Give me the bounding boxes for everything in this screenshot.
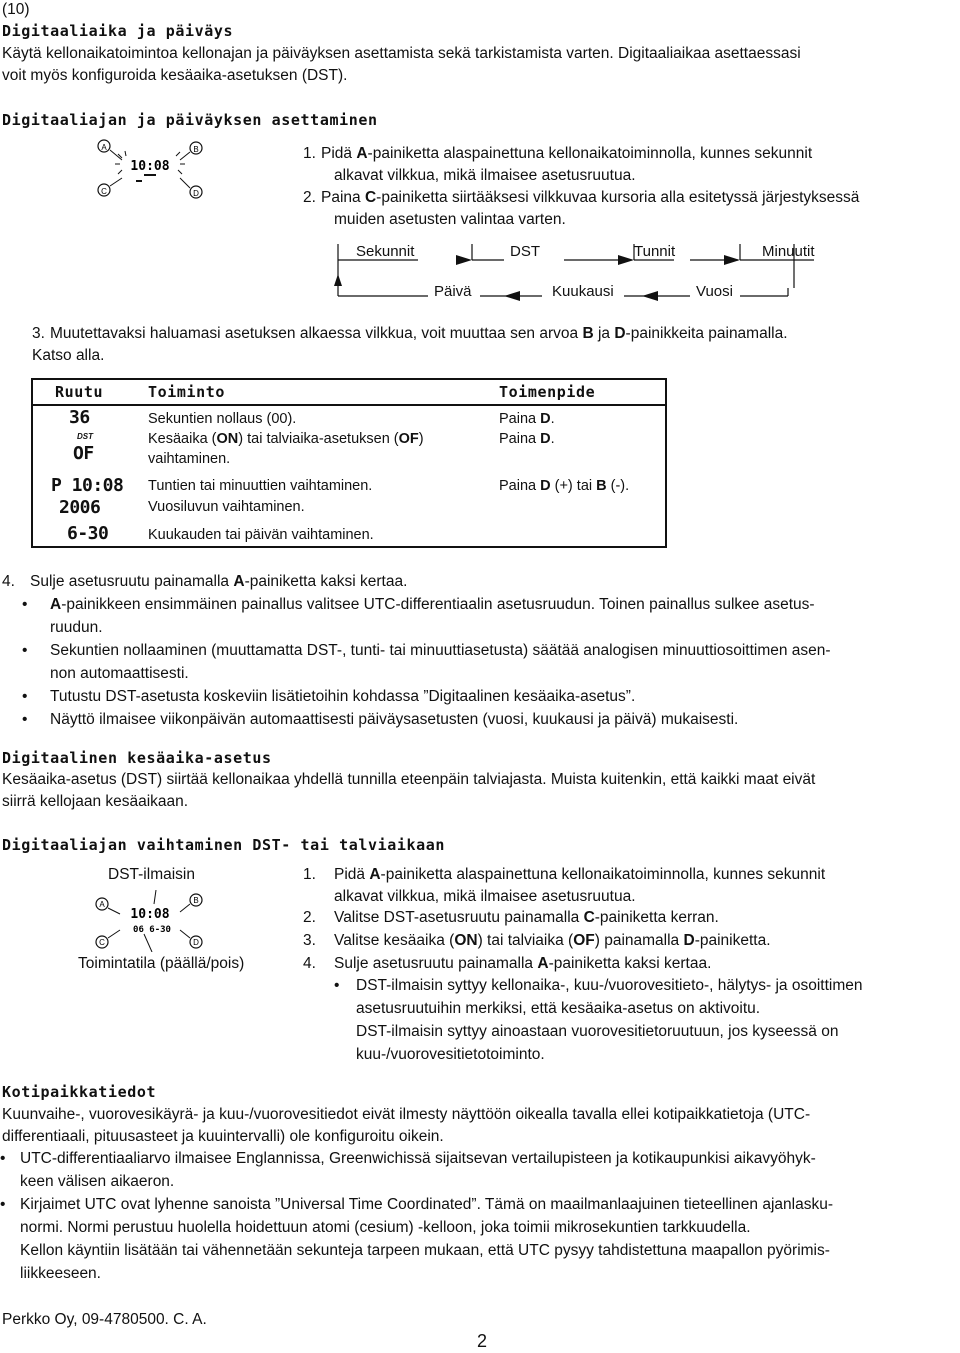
procedure-text: (+) tai	[550, 478, 597, 494]
mode-label: Toimintatila (päällä/pois)	[78, 955, 245, 972]
bullet-text: Tutustu DST-asetusta koskeviin lisätietoihin kohdassa ”Digitaalinen kesäaika-asetus”.	[50, 688, 636, 705]
button-key: A	[233, 573, 245, 590]
table-row	[148, 409, 296, 430]
step-text: -painiketta kerran.	[594, 909, 719, 926]
procedure-text: Paina	[499, 431, 541, 447]
dst-bullet	[334, 974, 934, 1066]
step-text: Sulje asetusruutu painamalla	[334, 955, 538, 972]
button-key: D	[614, 325, 626, 342]
button-key: C	[583, 909, 595, 926]
screen-seconds: 36	[69, 407, 90, 428]
svg-text:B: B	[193, 896, 199, 905]
procedure-key: B	[596, 478, 607, 494]
step-number: 1.	[303, 866, 316, 883]
procedure-text: (-).	[606, 478, 630, 494]
bullet-text: asetusruutuihin merkiksi, että kesäaika-asetus on aktivoitu.	[356, 1000, 761, 1017]
screen-date: 6-30	[67, 523, 109, 544]
row-function: Sekuntien nollaus (00).	[148, 411, 297, 427]
row-function-key: OF	[398, 431, 419, 447]
flow-minutes: Minuutit	[762, 243, 815, 260]
step-text: -painiketta kaksi kertaa.	[548, 955, 712, 972]
svg-text:C: C	[101, 187, 107, 196]
list-item: • Näyttö ilmaisee viikonpäivän automaattisesti päiväysasetusten (vuosi, kuukausi ja päivä) mukaisesti.	[22, 711, 739, 728]
step-text: ) painamalla	[594, 932, 684, 949]
screen-time: P 10:08	[51, 475, 124, 496]
procedure-text: .	[550, 411, 555, 427]
bullet-text: Kirjaimet UTC ovat lyhenne sanoista ”Universal Time Coordinated”. Tämä on maailmanlaajuinen tieteellinen ajanlasku-	[20, 1196, 834, 1213]
bullet-text: normi. Normi perustuu huolella hoidettuun atomi (cesium) -kelloon, joka toimii mikrosekuntien tarkkuudella.	[20, 1219, 751, 1236]
intro-line-1: Käytä kellonaikatoimintoa kellonajan ja päiväyksen asettamista sekä tarkistamista varten. Digitaaliaikaa asettaessasi	[2, 45, 801, 62]
dst-step-1	[303, 863, 953, 886]
dst-step-2	[303, 906, 953, 929]
button-key: ON	[454, 932, 478, 949]
table-header-procedure: Toimenpide	[499, 383, 596, 401]
flow-dst: DST	[510, 243, 540, 260]
button-key: A	[356, 145, 368, 162]
step-text: -painiketta alaspainettuna kellonaikatoiminnolla, kunnes sekunnit	[380, 866, 826, 883]
step-number: 2.	[303, 189, 316, 206]
svg-text:A: A	[101, 143, 107, 152]
svg-text:A: A	[99, 900, 105, 909]
settings-table	[31, 378, 667, 548]
row-procedure	[499, 409, 555, 430]
dst-indicator-label: DST-ilmaisin	[108, 866, 195, 883]
bullet-text: DST-ilmaisin syttyy kellonaika-, kuu-/vuorovesitieto-, hälytys- ja osoittimen	[356, 977, 863, 994]
step-number: 4.	[2, 573, 15, 590]
dst-text-line-1: Kesäaika-asetus (DST) siirtää kellonaikaa yhdellä tunnilla eteenpäin talviajasta. Muista kuitenkin, että kaikki maat eivät	[2, 771, 816, 788]
procedure-text: .	[550, 431, 555, 447]
button-key: A	[50, 596, 62, 613]
watch-illustration-dst	[92, 890, 212, 952]
svg-text:D: D	[193, 189, 199, 198]
table-row: Tuntien tai minuuttien vaihtaminen.	[148, 478, 373, 494]
bullet-text: -painikkeen ensimmäinen painallus valitsee UTC-differentiaalin asetusruudun. Toinen painallus sulkee asetus-	[61, 596, 815, 613]
setting-step-3-line2: Katso alla.	[32, 347, 105, 364]
section-title-dst-switch: Digitaaliajan vaihtaminen DST- tai talviaikaan	[2, 836, 446, 854]
list-item: • DST-ilmaisin syttyy kellonaika-, kuu-/vuorovesitieto-, hälytys- ja osoittimen asetusruutuihin merkiksi, että kesäaika-asetus on aktivoitu. DST-ilmaisin syttyy ainoastaan vuorovesitietoruutuun, jos kyseessä on kuu-/vuorovesitietotoiminto.	[334, 977, 863, 1063]
flow-seconds: Sekunnit	[356, 243, 415, 260]
svg-text:B: B	[193, 145, 199, 154]
step-text: -painiketta.	[694, 932, 771, 949]
bullet-text: UTC-differentiaaliarvo ilmaisee Englannissa, Greenwichissä sijaitsevan vertailupisteen ja kotikaupunkisi aikavyöhyk-	[20, 1150, 816, 1167]
dst-step-4	[303, 952, 953, 975]
bullet-text: DST-ilmaisin syttyy ainoastaan vuorovesitietoruutuun, jos kyseessä on	[356, 1023, 839, 1040]
setting-step-1	[303, 142, 953, 165]
step-text: -painiketta alaspainettuna kellonaikatoiminnolla, kunnes sekunnit	[367, 145, 813, 162]
svg-text:D: D	[193, 938, 199, 947]
step-text: ) tai talviaika (	[477, 932, 574, 949]
home-text-line-2: differentiaali, pituusasteet ja kuuintervalli) ole konfiguroitu oikein.	[2, 1128, 444, 1145]
row-procedure	[499, 429, 555, 450]
procedure-key: D	[540, 431, 551, 447]
dst-text-line-2: siirrä kellojaan kesäaikaan.	[2, 793, 189, 810]
table-header-function: Toiminto	[148, 383, 226, 401]
page-number: 2	[477, 1331, 488, 1351]
flow-year: Vuosi	[696, 283, 733, 300]
list-item: • Sekuntien nollaaminen (muuttamatta DST-, tunti- tai minuuttiasetusta) säätää analogisen minuuttiosoittimen asen- non automaattisesti.	[22, 642, 831, 682]
footer-company: Perkko Oy, 09-4780500. C. A.	[2, 1311, 207, 1328]
section-title-home-data: Kotipaikkatiedot	[2, 1083, 157, 1101]
setting-step-1-line2: alkavat vilkkua, mikä ilmaisee asetusruutua.	[334, 167, 636, 184]
dst-step-1-line2: alkavat vilkkua, mikä ilmaisee asetusruutua.	[334, 888, 636, 905]
list-item: • A-painikkeen ensimmäinen painallus valitsee UTC-differentiaalin asetusruudun. Toinen painallus sulkee asetus- ruudun.	[22, 596, 815, 636]
button-key: OF	[573, 932, 595, 949]
button-key: C	[364, 189, 377, 206]
flow-hours: Tunnit	[634, 243, 676, 260]
procedure-text: Paina	[499, 411, 541, 427]
setting-sequence-diagram	[334, 238, 814, 304]
step-text: -painiketta kaksi kertaa.	[244, 573, 408, 590]
bullet-text: Sekuntien nollaaminen (muuttamatta DST-, tunti- tai minuuttiasetusta) säätää analogisen minuuttiosoittimen asen-	[50, 642, 831, 659]
row-function: )	[418, 431, 424, 447]
section-title-dst: Digitaalinen kesäaika-asetus	[2, 749, 272, 767]
bullet-text: non automaattisesti.	[50, 665, 189, 682]
close-step	[2, 570, 942, 593]
table-row: Kuukauden tai päivän vaihtaminen.	[148, 527, 374, 543]
watch-illustration	[92, 138, 212, 202]
row-function-key: ON	[216, 431, 239, 447]
step-text: Pidä	[334, 866, 370, 883]
bullet-text: keen välisen aikaeron.	[20, 1173, 175, 1190]
watch-icon	[92, 138, 212, 202]
screen-dst: DST	[77, 432, 93, 441]
button-key: A	[369, 866, 381, 883]
step-number: 1.	[303, 145, 316, 162]
step-text: Pidä	[321, 145, 357, 162]
step-text: Muutettavaksi haluamasi asetuksen alkaessa vilkkua, voit muuttaa sen arvoa	[50, 325, 583, 342]
bullet-text: liikkeeseen.	[20, 1265, 101, 1282]
screen-on-off: OF	[73, 443, 94, 464]
row-function: Kesäaika (	[148, 431, 217, 447]
procedure-text: Paina	[499, 478, 541, 494]
list-item: • UTC-differentiaaliarvo ilmaisee Englannissa, Greenwichissä sijaitsevan vertailupisteen ja kotikaupunkisi aikavyöhyk- keen välisen aikaeron.	[0, 1150, 816, 1190]
procedure-key: D	[540, 411, 551, 427]
close-step-bullets	[22, 593, 957, 731]
procedure-key: D	[540, 478, 551, 494]
step-text: Valitse DST-asetusruutu painamalla	[334, 909, 584, 926]
table-row: Vuosiluvun vaihtaminen.	[148, 499, 305, 515]
row-procedure	[499, 476, 629, 497]
table-header-divider	[33, 404, 665, 406]
home-text-line-1: Kuunvaihe-, vuorovesikäyrä- ja kuu-/vuorovesitiedot eivät ilmesty näyttöön oikealla tavalla ellei kotipaikkatietoja (UTC-	[2, 1106, 811, 1123]
table-row	[148, 429, 424, 450]
row-function: ) tai talviaika-asetuksen (	[238, 431, 399, 447]
button-key: A	[537, 955, 549, 972]
step-text: Valitse kesäaika (	[334, 932, 455, 949]
screen-year: 2006	[59, 497, 101, 518]
bullet-text: ruudun.	[50, 619, 103, 636]
svg-text:10:08: 10:08	[130, 907, 170, 922]
table-header-screen: Ruutu	[55, 383, 104, 401]
step-text: ja	[593, 325, 615, 342]
watch-icon	[92, 890, 212, 952]
list-item: • Tutustu DST-asetusta koskeviin lisätietoihin kohdassa ”Digitaalinen kesäaika-asetus”.	[22, 688, 636, 705]
bullet-text: Näyttö ilmaisee viikonpäivän automaattisesti päiväysasetusten (vuosi, kuukausi ja päivä) mukaisesti.	[50, 711, 739, 728]
section-title-digital-time: Digitaaliaika ja päiväys	[2, 22, 234, 40]
step-number: 3.	[303, 932, 316, 949]
button-key: D	[683, 932, 695, 949]
row-function-line2: vaihtaminen.	[148, 451, 231, 467]
step-text: Paina	[321, 189, 365, 206]
home-bullets	[0, 1147, 950, 1285]
step-text: -painikkeita painamalla.	[625, 325, 788, 342]
setting-step-2	[303, 186, 953, 209]
setting-step-2-line2: muiden asetusten valintaa varten.	[334, 211, 566, 228]
svg-text:C: C	[99, 938, 105, 947]
flow-month: Kuukausi	[552, 283, 614, 300]
step-number: 2.	[303, 909, 316, 926]
svg-text:10:08: 10:08	[130, 159, 170, 174]
bullet-text: kuu-/vuorovesitietotoiminto.	[356, 1046, 545, 1063]
setting-step-3	[32, 322, 932, 345]
step-text: Sulje asetusruutu painamalla	[30, 573, 234, 590]
list-item: • Kirjaimet UTC ovat lyhenne sanoista ”Universal Time Coordinated”. Tämä on maailmanlaajuinen tieteellinen ajanlasku- normi. Normi perustuu huolella hoidettuun atomi (cesium) -kelloon, joka toimii mikrosekuntien tarkkuudella. Kellon käyntiin lisätään tai vähennetään sekunteja tarpeen mukaan, että UTC pysyy tahdistettuna maapallon pyörimis- liikkeeseen.	[0, 1196, 834, 1282]
intro-line-2: voit myös konfiguroida kesäaika-asetuksen (DST).	[2, 67, 348, 84]
page-label: (10)	[2, 1, 30, 18]
flow-day: Päivä	[434, 283, 472, 300]
step-number: 3.	[32, 325, 45, 342]
section-title-setting: Digitaaliajan ja päiväyksen asettaminen	[2, 111, 378, 129]
button-key: B	[582, 325, 594, 342]
dst-step-3	[303, 929, 953, 952]
bullet-text: Kellon käyntiin lisätään tai vähennetään sekunteja tarpeen mukaan, että UTC pysyy tahdistettuna maapallon pyörimis-	[20, 1242, 830, 1259]
step-text: -painiketta siirtääksesi vilkkuvaa kursoria alla esitetyssä järjestyksessä	[376, 189, 860, 206]
svg-text:06 6-30: 06 6-30	[133, 925, 171, 935]
step-number: 4.	[303, 955, 316, 972]
